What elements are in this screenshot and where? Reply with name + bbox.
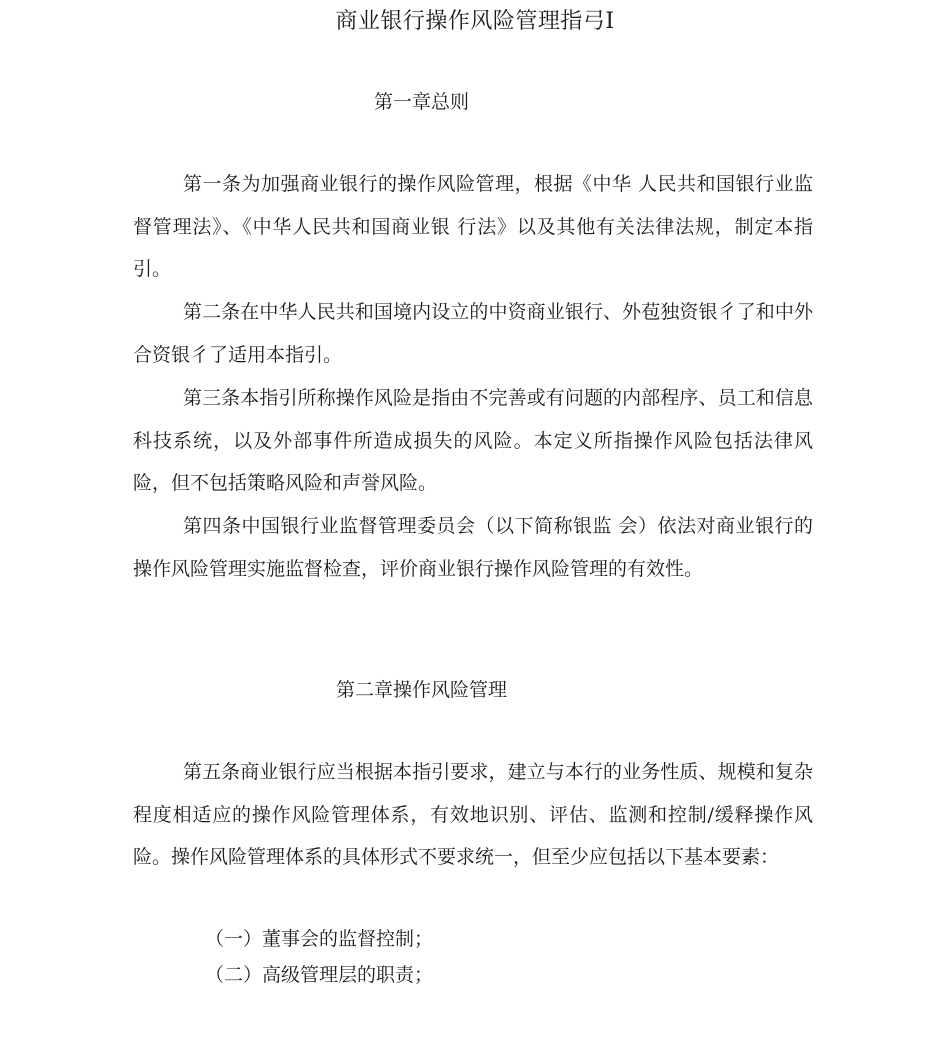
chapter-1-heading: 第一章总则: [374, 91, 470, 113]
document-title: 商业银行操作风险管理指弓I: [335, 9, 615, 34]
article-4: 第四条中国银行业监督管理委员会（以下简称银监 会）依法对商业银行的操作风险管理实施监督检查，评价商业银行操作风险管理的有效性。: [133, 515, 813, 580]
article-3: 第三条本指引所称操作风险是指由不完善或有问题的内部程序、员工和信息科技系统，以及外部事件所造成损失的风险。本定义所指操作风险包括法律风险，但不包括策略风险和声誉风险。: [133, 387, 813, 494]
article-5: 第五条商业银行应当根据本指引要求，建立与本行的业务性质、规模和复杂程度相适应的操作风险管理体系，有效地识别、评估、监测和控制/缓释操作风险。操作风险管理体系的具体形式不要求统一，但至少应包括以下基本要素：: [133, 761, 813, 868]
article-2: 第二条在中华人民共和国境内设立的中资商业银行、外苞独资银彳了和中外合资银彳了适用本指引。: [133, 301, 813, 366]
list-item: （一）董事会的监督控制；: [205, 928, 434, 950]
chapter-2-heading: 第二章操作风险管理: [336, 679, 508, 701]
list-item: （二）高级管理层的职责；: [205, 964, 434, 986]
article-1: 第一条为加强商业银行的操作风险管理，根据《中华 人民共和国银行业监督管理法》、《中华人民共和国商业银 行法》以及其他有关法律法规，制定本指引。: [133, 173, 813, 280]
